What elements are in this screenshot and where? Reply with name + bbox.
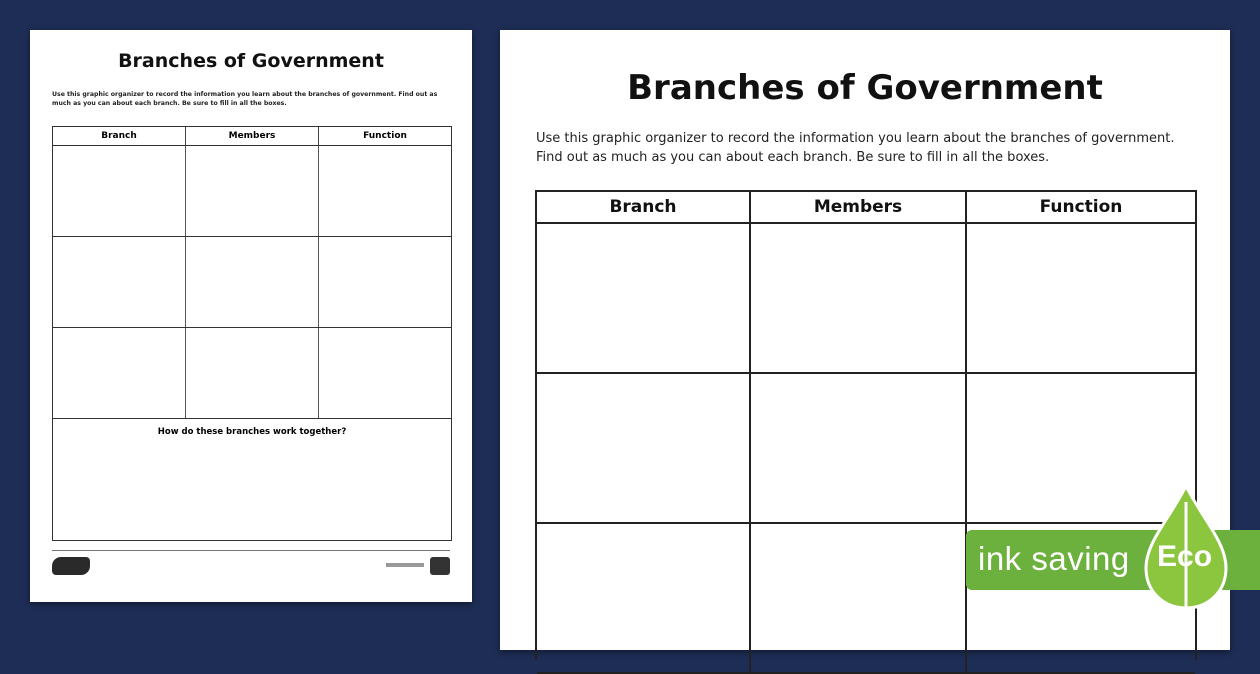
table-cell: [186, 237, 319, 327]
table-cell: [53, 146, 186, 236]
table-cell: [751, 524, 967, 672]
organizer-table: [52, 126, 452, 541]
worksheet-preview-small: [30, 30, 472, 602]
footer-text-mark: [386, 563, 424, 567]
table-cell: [53, 237, 186, 327]
column-header-function: Function: [363, 131, 407, 141]
table-cell: [537, 524, 751, 672]
table-cell: [186, 328, 319, 418]
worksheet-title: Branches of Government: [118, 50, 384, 72]
column-header-members: Members: [186, 127, 319, 145]
table-cell: [186, 146, 319, 236]
table-cell: [751, 374, 967, 522]
table-cell: [319, 237, 451, 327]
ink-saving-label: ink saving: [978, 540, 1130, 577]
worksheet-instructions: Use this graphic organizer to record the information you learn about the branches of government. Find out as much as you can about each branch. Be sure to fill in all the boxes.: [52, 91, 438, 107]
footer-badge-icon: [430, 557, 450, 575]
column-header-branch: Branch: [537, 192, 751, 222]
table-row: [53, 237, 451, 328]
table-cell: [537, 374, 751, 522]
column-header-function: Function: [1039, 197, 1123, 217]
table-header-row: [537, 192, 1195, 224]
table-cell: [53, 328, 186, 418]
table-cell: [537, 224, 751, 372]
table-row: [537, 374, 1195, 524]
table-row: [537, 224, 1195, 374]
table-row: [53, 328, 451, 419]
worksheet-title: Branches of Government: [627, 68, 1103, 108]
footer-divider: [52, 550, 450, 551]
publisher-logo-icon: [52, 557, 90, 575]
table-cell: [751, 224, 967, 372]
table-header-row: [53, 127, 451, 146]
question-box: How do these branches work together?: [157, 427, 347, 437]
table-row: [53, 146, 451, 237]
eco-label: Eco: [1157, 540, 1213, 573]
column-header-members: Members: [751, 192, 967, 222]
table-cell: [967, 224, 1195, 372]
column-header-branch: Branch: [53, 127, 186, 145]
worksheet-instructions: Use this graphic organizer to record the information you learn about the branches of government. Find out as much as you can about each branch. Be sure to fill in all the boxes.: [536, 131, 1175, 165]
table-cell: [319, 328, 451, 418]
table-cell: [319, 146, 451, 236]
